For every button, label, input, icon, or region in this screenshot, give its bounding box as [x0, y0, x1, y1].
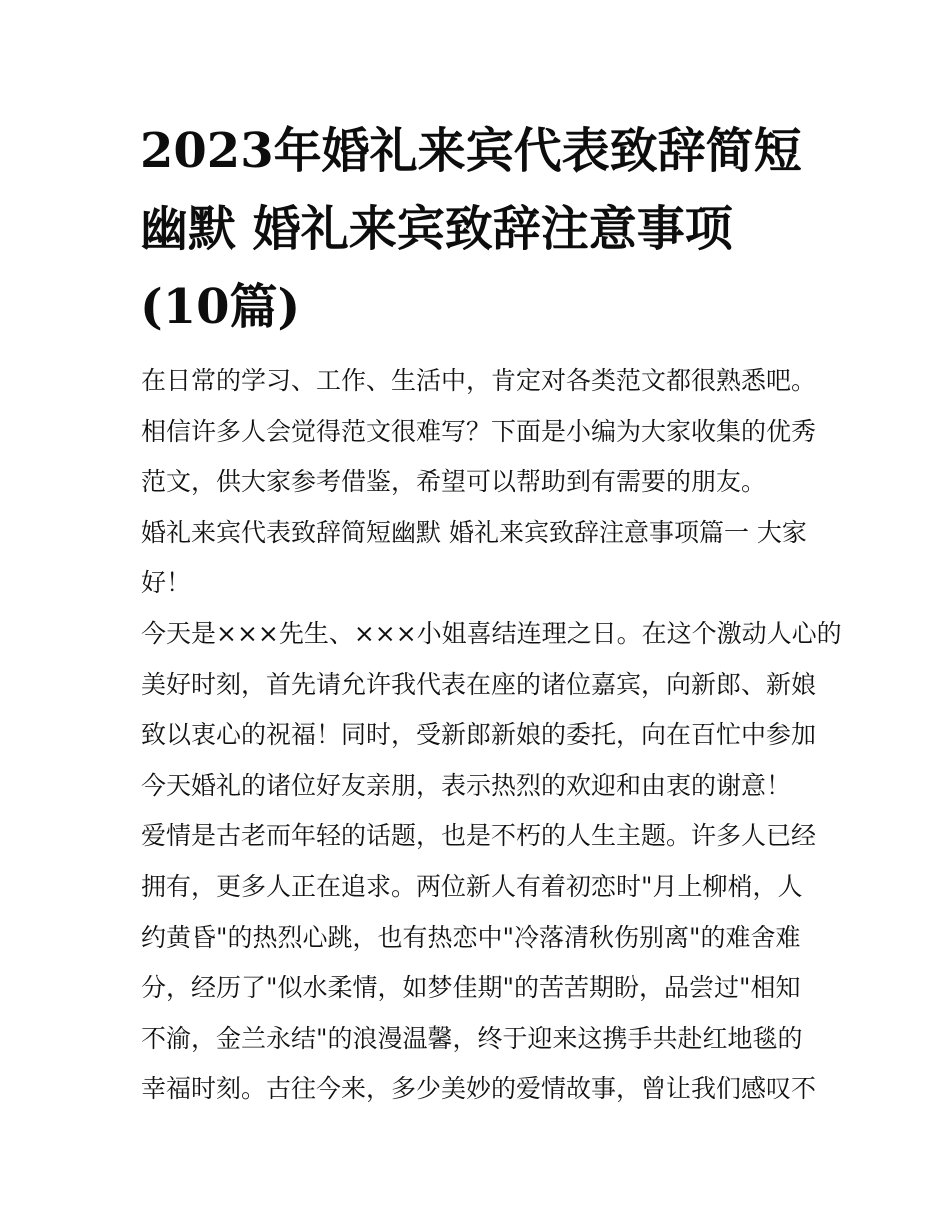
title-line-1: 2023年婚礼来宾代表致辞简短: [140, 123, 802, 179]
title-line-3: (10篇): [140, 279, 301, 335]
body-line: 范文，供大家参考借鉴，希望可以帮助到有需要的朋友。: [141, 467, 767, 497]
body-line: 爱情是古老而年轻的话题，也是不朽的人生主题。许多人已经: [141, 821, 817, 851]
body-line: 今天是×××先生、×××小姐喜结连理之日。在这个激动人心的: [141, 618, 842, 648]
body-line: 致以衷心的祝福！同时，受新郎新娘的委托，向在百忙中参加: [141, 720, 817, 750]
document-title: [140, 112, 830, 346]
body-line: 不渝，金兰永结"的浪漫温馨，终于迎来这携手共赴红地毯的: [141, 1023, 803, 1053]
body-line: 好！: [141, 568, 192, 598]
body-line: 美好时刻，首先请允许我代表在座的诸位嘉宾，向新郎、新娘: [141, 669, 817, 699]
body-line: 在日常的学习、工作、生活中，肯定对各类范文都很熟悉吧。: [141, 366, 817, 395]
body-line: 约黄昏"的热烈心跳，也有热恋中"冷落清秋伤别离"的难舍难: [141, 922, 801, 952]
body-line: 相信许多人会觉得范文很难写？下面是小编为大家收集的优秀: [141, 416, 817, 446]
body-line: 婚礼来宾代表致辞简短幽默 婚礼来宾致辞注意事项篇一 大家: [141, 517, 807, 547]
title-line-2: 幽默 婚礼来宾致辞注意事项: [140, 201, 733, 257]
body-line: 分，经历了"似水柔情，如梦佳期"的苦苦期盼，品尝过"相知: [141, 973, 801, 1003]
body-line: 拥有，更多人正在追求。两位新人有着初恋时"月上柳梢，人: [141, 871, 803, 901]
document-body: [141, 356, 842, 1115]
body-line: 今天婚礼的诸位好友亲朋，表示热烈的欢迎和由衷的谢意！: [141, 770, 792, 800]
body-line: 幸福时刻。古往今来，多少美妙的爱情故事，曾让我们感叹不: [141, 1074, 817, 1104]
